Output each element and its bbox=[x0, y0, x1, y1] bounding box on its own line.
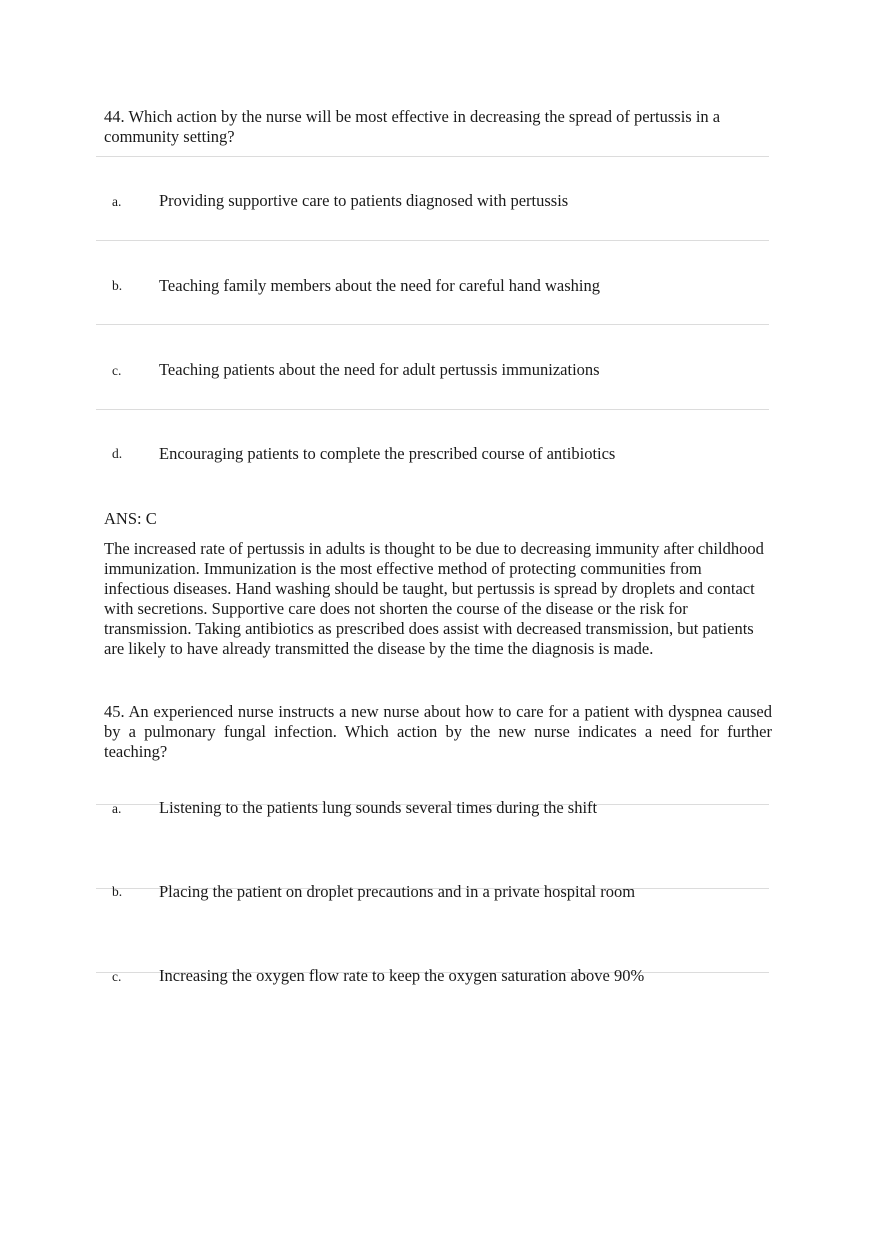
question-45-option-c: Increasing the oxygen flow rate to keep the oxygen saturation above 90% bbox=[159, 966, 645, 985]
question-44-option-a: Providing supportive care to patients diagnosed with pertussis bbox=[159, 191, 569, 210]
question-44-option-d: Encouraging patients to complete the prescribed course of antibiotics bbox=[159, 444, 616, 463]
option-letter: d. bbox=[112, 446, 123, 461]
divider bbox=[96, 409, 769, 410]
option-letter: c. bbox=[112, 969, 122, 984]
divider bbox=[96, 240, 769, 241]
option-letter: a. bbox=[112, 194, 122, 209]
option-letter: b. bbox=[112, 278, 123, 293]
question-44-option-c: Teaching patients about the need for adult pertussis immunizations bbox=[159, 360, 600, 379]
divider bbox=[96, 324, 769, 325]
question-45-option-a: Listening to the patients lung sounds several times during the shift bbox=[159, 798, 598, 817]
question-44-stem: 44. Which action by the nurse will be most effective in decreasing the spread of pertussis in a community setting? bbox=[104, 107, 721, 146]
question-45-option-b: Placing the patient on droplet precautions and in a private hospital room bbox=[159, 882, 636, 901]
option-letter: b. bbox=[112, 884, 123, 899]
divider bbox=[96, 156, 769, 157]
answer-rationale: The increased rate of pertussis in adults is thought to be due to decreasing immunity after childhood immunization. Immunization is the most effective method of protecting communities from infectious diseases. Hand washing should be taught, but pertussis is spread by droplets and contact with secretions. Supportive care does not shorten the course of the disease or the risk for transmission. Taking antibiotics as prescribed does assist with decreased transmission, but patients are likely to have already transmitted the disease by the time the diagnosis is made. bbox=[104, 539, 764, 658]
question-45-stem: 45. An experienced nurse instructs a new nurse about how to care for a patient with dyspnea caused by a pulmonary fungal infection. Which action by the new nurse indicates a need for further teaching? bbox=[104, 702, 772, 761]
option-letter: c. bbox=[112, 363, 122, 378]
question-44-option-b: Teaching family members about the need for careful hand washing bbox=[159, 276, 600, 295]
answer-key: ANS: C bbox=[104, 509, 157, 528]
option-letter: a. bbox=[112, 801, 122, 816]
